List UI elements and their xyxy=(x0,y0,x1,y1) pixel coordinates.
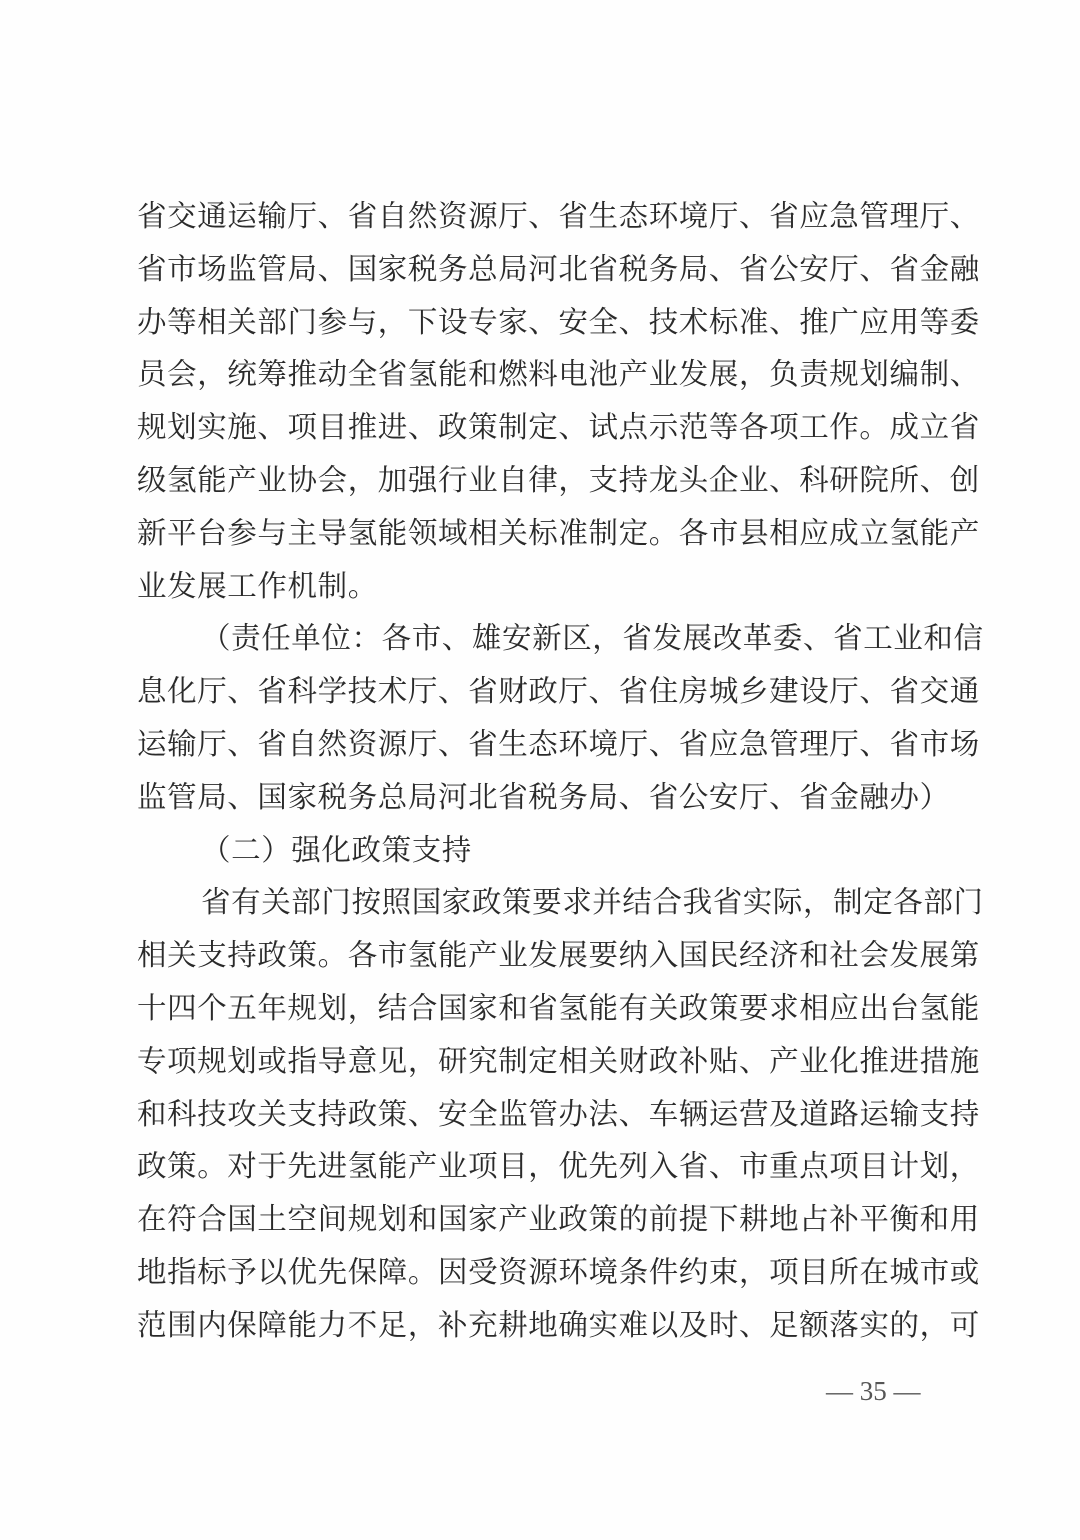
text-line: 和科技攻关支持政策、安全监管办法、车辆运营及道路运输支持 xyxy=(137,1096,980,1131)
responsibility-line: 息化厅、省科学技术厅、省财政厅、省住房城乡建设厅、省交通 xyxy=(137,674,980,709)
section-heading: （二）强化政策支持 xyxy=(201,832,472,867)
text-line: 规划实施、项目推进、政策制定、试点示范等各项工作。成立省 xyxy=(137,410,980,445)
text-line: 员会，统筹推动全省氢能和燃料电池产业发展，负责规划编制、 xyxy=(137,357,980,392)
text-line: 省交通运输厅、省自然资源厅、省生态环境厅、省应急管理厅、 xyxy=(137,199,980,233)
page-number: — 35 — xyxy=(826,1376,921,1406)
text-line: 新平台参与主导氢能领域相关标准制定。各市县相应成立氢能产 xyxy=(137,515,980,550)
text-line: 地指标予以优先保障。因受资源环境条件约束，项目所在城市或 xyxy=(137,1254,980,1289)
text-line: 范围内保障能力不足，补充耕地确实难以及时、足额落实的，可 xyxy=(137,1307,980,1342)
text-line: 在符合国土空间规划和国家产业政策的前提下耕地占补平衡和用 xyxy=(137,1202,980,1237)
text-line: 相关支持政策。各市氢能产业发展要纳入国民经济和社会发展第 xyxy=(137,938,980,973)
text-line: 省市场监管局、国家税务总局河北省税务局、省公安厅、省金融 xyxy=(137,251,980,286)
body-text xyxy=(137,190,984,1352)
text-line: 政策。对于先进氢能产业项目，优先列入省、市重点项目计划， xyxy=(137,1149,980,1184)
text-line: 办等相关部门参与，下设专家、安全、技术标准、推广应用等委 xyxy=(137,304,980,339)
text-line: 专项规划或指导意见，研究制定相关财政补贴、产业化推进措施 xyxy=(137,1043,980,1078)
responsibility-line: （责任单位：各市、雄安新区，省发展改革委、省工业和信 xyxy=(201,621,984,656)
text-line: 级氢能产业协会，加强行业自律，支持龙头企业、科研院所、创 xyxy=(137,462,980,497)
text-line: 业发展工作机制。 xyxy=(137,568,378,603)
text-line: 十四个五年规划，结合国家和省氢能有关政策要求相应出台氢能 xyxy=(137,990,980,1025)
responsibility-line: 运输厅、省自然资源厅、省生态环境厅、省应急管理厅、省市场 xyxy=(137,726,980,761)
text-line: 省有关部门按照国家政策要求并结合我省实际，制定各部门 xyxy=(201,885,984,920)
responsibility-line: 监管局、国家税务总局河北省税务局、省公安厅、省金融办） xyxy=(137,779,950,814)
